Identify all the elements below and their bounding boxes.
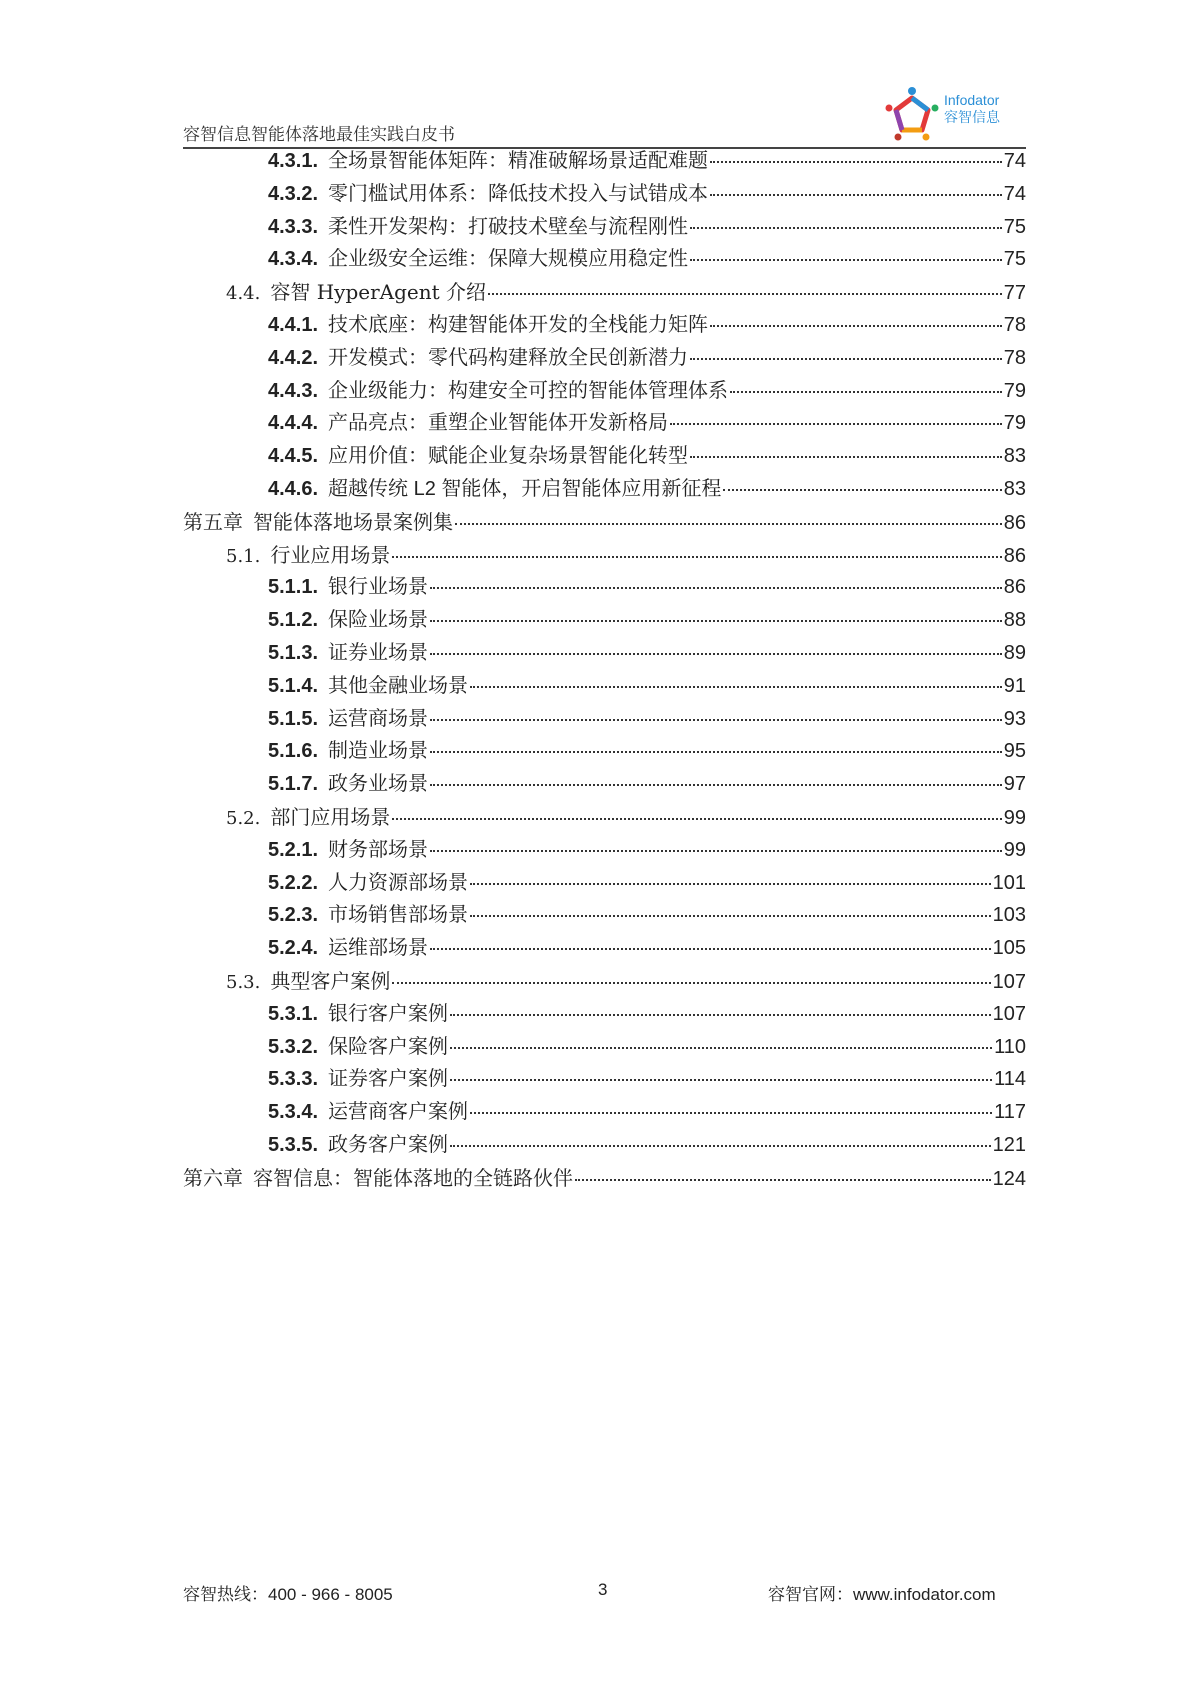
toc-entry-title: 财务部场景 bbox=[328, 838, 429, 861]
toc-entry-number: 5.1. bbox=[226, 545, 261, 567]
dot-leader bbox=[470, 1112, 992, 1114]
toc-entry-number: 4.3.4. bbox=[268, 248, 319, 271]
dot-leader bbox=[470, 686, 1002, 688]
toc-entry[interactable] bbox=[183, 243, 1026, 276]
toc-entry[interactable] bbox=[183, 1063, 1026, 1096]
toc-entry-number: 4.4.5. bbox=[268, 445, 319, 468]
toc-entry[interactable] bbox=[183, 276, 1026, 309]
toc-entry-number: 5.1.2. bbox=[268, 609, 319, 632]
toc-entry-page: 124 bbox=[992, 1167, 1026, 1190]
dot-leader bbox=[710, 325, 1002, 327]
dot-leader bbox=[430, 948, 991, 950]
dot-leader bbox=[470, 883, 991, 885]
toc-entry-page: 93 bbox=[1003, 707, 1026, 730]
toc-entry-page: 83 bbox=[1003, 477, 1026, 500]
dot-leader bbox=[488, 293, 1002, 295]
toc-entry[interactable] bbox=[183, 178, 1026, 211]
toc-entry-number: 5.3.3. bbox=[268, 1068, 319, 1091]
dot-leader bbox=[430, 719, 1002, 721]
toc-entry-title: 制造业场景 bbox=[328, 740, 429, 763]
logo-text-cn: 容智信息 bbox=[944, 109, 1000, 125]
toc-entry-number: 5.1.4. bbox=[268, 674, 319, 697]
toc-entry-title: 证券业场景 bbox=[328, 641, 429, 664]
toc-entry[interactable] bbox=[183, 1129, 1026, 1162]
toc-entry-page: 97 bbox=[1003, 773, 1026, 796]
document-title: 容智信息智能体落地最佳实践白皮书 bbox=[183, 125, 455, 145]
toc-entry-title: 运营商客户案例 bbox=[328, 1101, 469, 1124]
toc-entry-title: 银行业场景 bbox=[328, 576, 429, 599]
toc-entry[interactable] bbox=[183, 342, 1026, 375]
dot-leader bbox=[392, 818, 1001, 820]
toc-entry-page: 88 bbox=[1003, 609, 1026, 632]
toc-entry-page: 103 bbox=[992, 904, 1026, 927]
toc-entry[interactable] bbox=[183, 801, 1026, 834]
logo-text-en: Infodator bbox=[944, 92, 1000, 108]
toc-entry-number: 5.3.1. bbox=[268, 1002, 319, 1025]
toc-entry-title: 超越传统 L2 智能体，开启智能体应用新征程 bbox=[328, 477, 722, 500]
toc-entry-title: 柔性开发架构：打破技术壁垒与流程刚性 bbox=[328, 215, 689, 238]
toc-entry[interactable] bbox=[183, 998, 1026, 1031]
toc-entry-number: 5.1.6. bbox=[268, 740, 319, 763]
toc-entry[interactable] bbox=[183, 932, 1026, 965]
toc-entry-title: 保险业场景 bbox=[328, 609, 429, 632]
toc-entry-page: 101 bbox=[992, 871, 1026, 894]
toc-entry-page: 99 bbox=[1003, 838, 1026, 861]
toc-entry-number: 5.2.2. bbox=[268, 871, 319, 894]
toc-entry[interactable] bbox=[183, 539, 1026, 572]
toc-entry-title: 零门槛试用体系：降低技术投入与试错成本 bbox=[328, 182, 709, 205]
dot-leader bbox=[430, 751, 1002, 753]
toc-entry-number: 5.2.3. bbox=[268, 904, 319, 927]
logo-icon bbox=[884, 86, 940, 142]
toc-entry[interactable] bbox=[183, 834, 1026, 867]
dot-leader bbox=[450, 1145, 991, 1147]
toc-entry-title: 开发模式：零代码构建释放全民创新潜力 bbox=[328, 346, 689, 369]
toc-entry-title: 智能体落地场景案例集 bbox=[253, 509, 453, 534]
toc-entry-title: 运维部场景 bbox=[328, 937, 429, 960]
toc-entry-title: 企业级能力：构建安全可控的智能体管理体系 bbox=[328, 379, 729, 402]
toc-entry[interactable] bbox=[183, 735, 1026, 768]
dot-leader bbox=[430, 620, 1002, 622]
toc-entry-number: 4.3.2. bbox=[268, 182, 319, 205]
toc-entry[interactable] bbox=[183, 440, 1026, 473]
toc-entry[interactable] bbox=[183, 637, 1026, 670]
dot-leader bbox=[730, 391, 1002, 393]
toc-entry-number: 4.4.2. bbox=[268, 346, 319, 369]
dot-leader bbox=[392, 556, 1001, 558]
toc-entry-number: 5.2. bbox=[226, 807, 261, 829]
toc-entry-number: 5.3.2. bbox=[268, 1035, 319, 1058]
toc-entry-page: 86 bbox=[1003, 511, 1026, 534]
toc-entry-number: 第五章 bbox=[183, 509, 243, 534]
toc-entry-page: 75 bbox=[1003, 215, 1026, 238]
dot-leader bbox=[430, 850, 1002, 852]
dot-leader bbox=[690, 259, 1002, 261]
dot-leader bbox=[710, 194, 1002, 196]
dot-leader bbox=[455, 523, 1002, 525]
dot-leader bbox=[670, 423, 1002, 425]
toc-entry-page: 107 bbox=[992, 970, 1026, 993]
toc-entry-page: 74 bbox=[1003, 150, 1026, 172]
dot-leader bbox=[450, 1047, 992, 1049]
dot-leader bbox=[470, 915, 991, 917]
toc-entry-title: 保险客户案例 bbox=[328, 1035, 449, 1058]
toc-entry-number: 4.4. bbox=[226, 283, 261, 305]
toc-entry-number: 5.1.3. bbox=[268, 641, 319, 664]
toc-entry-title: 企业级安全运维：保障大规模应用稳定性 bbox=[328, 248, 689, 271]
toc-entry-number: 5.1.5. bbox=[268, 707, 319, 730]
toc-entry-number: 5.3.5. bbox=[268, 1133, 319, 1156]
toc-entry[interactable] bbox=[183, 899, 1026, 932]
toc-entry-number: 4.3.1. bbox=[268, 150, 319, 172]
toc-entry-number: 4.4.4. bbox=[268, 412, 319, 435]
toc-entry[interactable] bbox=[183, 473, 1026, 506]
toc-entry[interactable] bbox=[183, 1162, 1026, 1195]
toc-entry-number: 4.4.1. bbox=[268, 313, 319, 336]
toc-entry-title: 运营商场景 bbox=[328, 707, 429, 730]
toc-entry-title: 市场销售部场景 bbox=[328, 904, 469, 927]
toc-entry-title: 技术底座：构建智能体开发的全栈能力矩阵 bbox=[328, 313, 709, 336]
toc-entry[interactable] bbox=[183, 407, 1026, 440]
toc-entry-page: 78 bbox=[1003, 313, 1026, 336]
dot-leader bbox=[430, 784, 1002, 786]
toc-entry-number: 第六章 bbox=[183, 1165, 243, 1190]
toc-entry-number: 5.2.1. bbox=[268, 838, 319, 861]
toc-entry-number: 5.3. bbox=[226, 971, 261, 993]
toc-entry-page: 79 bbox=[1003, 379, 1026, 402]
toc-entry[interactable] bbox=[183, 604, 1026, 637]
toc-entry-title: 银行客户案例 bbox=[328, 1002, 449, 1025]
toc-entry-title: 容智信息：智能体落地的全链路伙伴 bbox=[253, 1165, 573, 1190]
toc-entry-title: 部门应用场景 bbox=[270, 804, 391, 829]
toc-entry-title: 典型客户案例 bbox=[270, 968, 391, 993]
toc-entry-title: 证券客户案例 bbox=[328, 1068, 449, 1091]
toc-entry[interactable] bbox=[183, 211, 1026, 244]
toc-entry-number: 5.1.1. bbox=[268, 576, 319, 599]
dot-leader bbox=[690, 456, 1002, 458]
toc-entry[interactable] bbox=[183, 703, 1026, 736]
toc-entry-title: 政务业场景 bbox=[328, 773, 429, 796]
toc-entry-page: 89 bbox=[1003, 641, 1026, 664]
toc-entry[interactable] bbox=[183, 670, 1026, 703]
toc-entry-page: 75 bbox=[1003, 248, 1026, 271]
dot-leader bbox=[450, 1014, 991, 1016]
toc-entry-page: 91 bbox=[1003, 674, 1026, 697]
dot-leader bbox=[710, 161, 1002, 163]
toc-entry-title: 产品亮点：重塑企业智能体开发新格局 bbox=[328, 412, 669, 435]
toc-entry-page: 86 bbox=[1003, 544, 1026, 567]
footer-hotline: 容智热线：400 - 966 - 8005 bbox=[183, 1585, 393, 1604]
toc-entry[interactable] bbox=[183, 309, 1026, 342]
dot-leader bbox=[450, 1079, 992, 1081]
toc-entry-page: 105 bbox=[992, 937, 1026, 960]
toc-entry-page: 83 bbox=[1003, 445, 1026, 468]
toc-entry-page: 86 bbox=[1003, 576, 1026, 599]
toc-entry[interactable] bbox=[183, 375, 1026, 408]
dot-leader bbox=[575, 1179, 991, 1181]
toc-entry-number: 4.3.3. bbox=[268, 215, 319, 238]
toc-entry-page: 110 bbox=[994, 1035, 1026, 1058]
toc-entry-title: 容智 HyperAgent 介绍 bbox=[270, 280, 487, 305]
toc-entry-page: 78 bbox=[1003, 346, 1026, 369]
toc-entry[interactable] bbox=[183, 145, 1026, 178]
toc-entry-number: 5.1.7. bbox=[268, 773, 319, 796]
toc-entry[interactable] bbox=[183, 1031, 1026, 1064]
toc-entry-title: 全场景智能体矩阵：精准破解场景适配难题 bbox=[328, 150, 709, 172]
toc-entry[interactable] bbox=[183, 571, 1026, 604]
toc-entry-title: 应用价值：赋能企业复杂场景智能化转型 bbox=[328, 445, 689, 468]
toc-entry-page: 95 bbox=[1003, 740, 1026, 763]
dot-leader bbox=[690, 227, 1002, 229]
toc-entry-page: 114 bbox=[994, 1068, 1026, 1091]
toc-entry-page: 79 bbox=[1003, 412, 1026, 435]
toc-entry-page: 117 bbox=[994, 1101, 1026, 1124]
toc-entry-number: 5.2.4. bbox=[268, 937, 319, 960]
dot-leader bbox=[723, 489, 1001, 491]
toc-entry-page: 74 bbox=[1003, 182, 1026, 205]
toc-entry-title: 其他金融业场景 bbox=[328, 674, 469, 697]
dot-leader bbox=[392, 982, 990, 984]
footer-page-number: 3 bbox=[598, 1580, 608, 1599]
toc-entry[interactable] bbox=[183, 768, 1026, 801]
dot-leader bbox=[430, 653, 1002, 655]
toc-entry-page: 107 bbox=[992, 1002, 1026, 1025]
toc-entry-page: 121 bbox=[992, 1133, 1026, 1156]
toc-entry-title: 行业应用场景 bbox=[270, 542, 391, 567]
dot-leader bbox=[690, 358, 1002, 360]
toc-entry-page: 77 bbox=[1003, 282, 1026, 305]
toc-entry[interactable] bbox=[183, 867, 1026, 900]
toc-entry[interactable] bbox=[183, 1096, 1026, 1129]
infodator-logo bbox=[884, 86, 1024, 142]
toc-entry[interactable] bbox=[183, 965, 1026, 998]
toc-entry-number: 4.4.3. bbox=[268, 379, 319, 402]
toc-entry-title: 政务客户案例 bbox=[328, 1133, 449, 1156]
toc-entry-number: 5.3.4. bbox=[268, 1101, 319, 1124]
toc-entry-page: 99 bbox=[1003, 806, 1026, 829]
toc-entry-title: 人力资源部场景 bbox=[328, 871, 469, 894]
footer-website: 容智官网：www.infodator.com bbox=[768, 1585, 996, 1604]
dot-leader bbox=[430, 587, 1002, 589]
table-of-contents bbox=[183, 145, 1026, 1195]
toc-entry[interactable] bbox=[183, 506, 1026, 539]
toc-entry-number: 4.4.6. bbox=[268, 477, 319, 500]
